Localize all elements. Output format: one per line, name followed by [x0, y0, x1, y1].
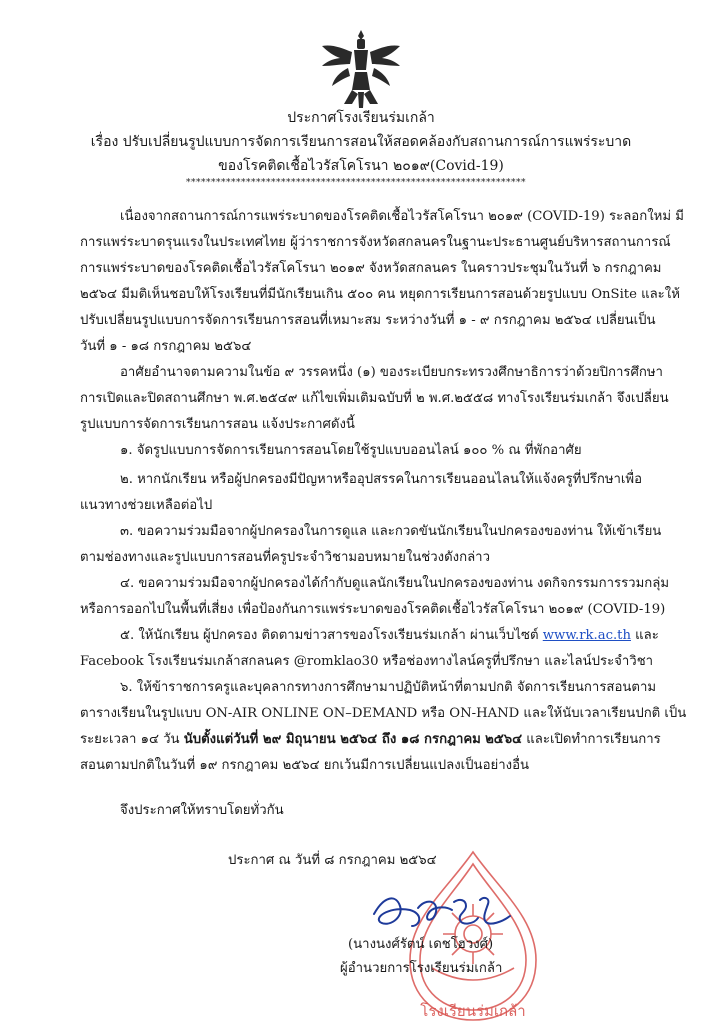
- item-5-text: ๕. ให้นักเรียน ผู้ปกครอง ติดตามข่าวสารของโรงเรียนร่มเกล้า ผ่านเว็บไซต์: [120, 628, 543, 643]
- paragraph-1: [80, 204, 684, 360]
- paragraph-line: การแพร่ระบาดของโรคติดเชื้อไวรัสโคโรนา ๒๐๑๙ จังหวัดสกลนคร ในคราวประชุมในวันที่ ๖ กรกฎาคม: [80, 261, 662, 276]
- signer-name: (นางนงศ์รัตน์ เดชโฮวงศ์): [348, 937, 494, 952]
- item-6-text-c: และเปิดทำการเรียนการ: [522, 732, 661, 747]
- paragraph-2: [80, 360, 669, 438]
- announcement-title: ประกาศโรงเรียนร่มเกล้า: [287, 110, 435, 126]
- item-line: Facebook โรงเรียนร่มเกล้าสกลนคร @romklao30 หรือช่องทางไลน์ครูที่ปรึกษา และไลน์ประจำวิชา: [80, 654, 654, 669]
- item-line: ๔. ขอความร่วมมือจากผู้ปกครองได้กำกับดูแลนักเรียนในปกครองของท่าน งดกิจกรรมการรวมกลุ่ม: [120, 576, 670, 591]
- subject-line-2: ของโรคติดเชื้อไวรัสโคโรนา ๒๐๑๙(Covid-19): [218, 158, 504, 174]
- item-5: [80, 623, 659, 675]
- item-line: ๒. หากนักเรียน หรือผู้ปกครองมีปัญหาหรืออุปสรรคในการเรียนออนไลนให้แจ้งครูที่ปรึกษาเพื่อ: [120, 472, 643, 487]
- divider: ********************************************************************: [186, 178, 526, 188]
- item-line: [80, 623, 659, 649]
- item-line: ๑. จัดรูปแบบการจัดการเรียนการสอนโดยใช้รูปแบบออนไลน์ ๑๐๐ % ณ ที่พักอาศัย: [120, 443, 582, 458]
- paragraph-line: เนื่องจากสถานการณ์การแพร่ระบาดของโรคติดเชื้อไวรัสโคโรนา ๒๐๑๙ (COVID-19) ระลอกใหม่ มี: [120, 209, 684, 224]
- closing-notice: จึงประกาศให้ทราบโดยทั่วกัน: [120, 803, 284, 818]
- item-line: หรือการออกไปในพื้นที่เสี่ยง เพื่อป้องกันการแพร่ระบาดของโรคติดเชื้อไวรัสโคโรนา ๒๐๑๙ (COVID-19): [80, 602, 666, 617]
- item-6-bold-year: ๒๕๖๔: [485, 732, 523, 747]
- signer-title: ผู้อำนวยการโรงเรียนร่มเกล้า: [340, 961, 503, 976]
- item-line: ๖. ให้ข้าราชการครูและบุคลากรทางการศึกษามาปฏิบัติหน้าที่ตามปกติ จัดการเรียนการสอนตาม: [120, 680, 657, 695]
- seal-text: โรงเรียนร่มเกล้า: [420, 1002, 526, 1020]
- paragraph-line: อาศัยอำนาจตามความในข้อ ๙ วรรคหนึ่ง (๑) ของระเบียบกระทรวงศึกษาธิการว่าด้วยปิการศึกษา: [120, 365, 663, 380]
- paragraph-line: การเปิดและปิดสถานศึกษา พ.ศ.๒๕๔๙ แก้ไขเพิ่มเติมฉบับที่ ๒ พ.ศ.๒๕๕๘ ทางโรงเรียนร่มเกล้า จึงเปลี่ยน: [80, 391, 669, 406]
- website-link[interactable]: www.rk.ac.th: [542, 628, 631, 643]
- item-line: แนวทางช่วยเหลือต่อไป: [80, 498, 213, 513]
- paragraph-line: ๒๕๖๔ มีมติเห็นชอบให้โรงเรียนที่มีนักเรียนเกิน ๕๐๐ คน หยุดการเรียนการสอนด้วยรูปแบบ OnSite และให้: [80, 287, 680, 302]
- item-5-suffix: และ: [630, 628, 659, 643]
- paragraph-line: การแพร่ระบาดรุนแรงในประเทศไทย ผู้ว่าราชการจังหวัดสกลนครในฐานะประธานศูนย์บริหารสถานการณ์: [80, 235, 671, 250]
- item-line: ตารางเรียนในรูปแบบ ON-AIR ONLINE ON–DEMAND หรือ ON-HAND และให้นับเวลาเรียนปกติ เป็น: [80, 706, 687, 721]
- announcement-date: ประกาศ ณ วันที่ ๘ กรกฎาคม ๒๕๖๔: [228, 853, 437, 868]
- item-line: [80, 727, 661, 753]
- paragraph-line: รูปแบบการจัดการเรียนการสอน แจ้งประกาศดังนี้: [80, 417, 355, 432]
- item-4: [80, 571, 670, 623]
- signature-icon: [366, 888, 516, 940]
- item-2: [80, 467, 642, 519]
- item-6-bold-date-range: นับตั้งแต่วันที่ ๒๙ มิถุนายน ๒๕๖๔ ถึง ๑๘ กรกฎาคม: [183, 732, 481, 747]
- item-6-text-a: ระยะเวลา ๑๔ วัน: [80, 732, 184, 747]
- item-line: ๓. ขอความร่วมมือจากผู้ปกครองในการดูแล และกวดขันนักเรียนในปกครองของท่าน ให้เข้าเรียน: [120, 524, 662, 539]
- item-6: [80, 675, 687, 779]
- garuda-emblem-icon: [318, 28, 404, 112]
- paragraph-line: วันที่ ๑ - ๑๘ กรกฎาคม ๒๕๖๔: [80, 339, 252, 354]
- paragraph-line: ปรับเปลี่ยนรูปแบบการจัดการเรียนการสอนที่เหมาะสม ระหว่างวันที่ ๑ - ๙ กรกฎาคม ๒๕๖๔ เปลี่ยนเป็น: [80, 313, 656, 328]
- item-3: [80, 519, 662, 571]
- item-1: [80, 438, 642, 464]
- item-line: ตามช่องทางและรูปแบบการสอนที่ครูประจำวิชามอบหมายในช่วงดังกล่าว: [80, 550, 490, 565]
- item-line: สอนตามปกติในวันที่ ๑๙ กรกฎาคม ๒๕๖๔ ยกเว้นมีการเปลี่ยนแปลงเป็นอย่างอื่น: [80, 758, 529, 773]
- subject-line-1: เรื่อง ปรับเปลี่ยนรูปแบบการจัดการเรียนการสอนให้สอดคล้องกับสถานการณ์การแพร่ระบาด: [90, 134, 632, 150]
